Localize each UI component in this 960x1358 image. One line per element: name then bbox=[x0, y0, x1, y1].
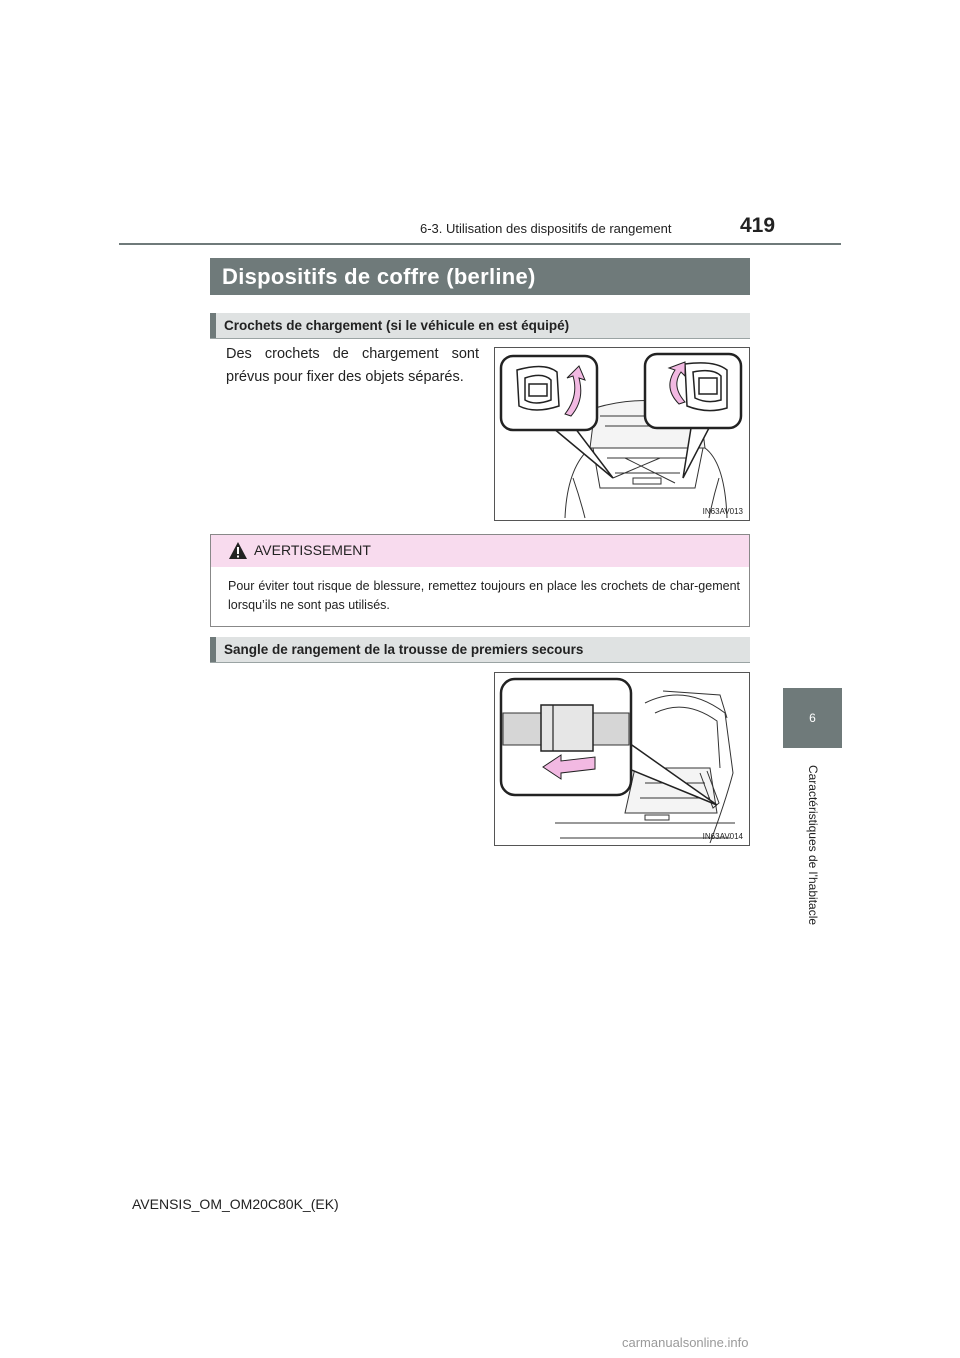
figure-load-hooks bbox=[494, 347, 750, 521]
section-title: Dispositifs de coffre (berline) bbox=[210, 258, 750, 295]
trunk-hooks-illustration bbox=[495, 348, 749, 520]
figure-code: IN63AV013 bbox=[702, 507, 743, 516]
footer-model-code: AVENSIS_OM_OM20C80K_(EK) bbox=[132, 1196, 339, 1212]
header-rule bbox=[119, 243, 841, 245]
figure-first-aid-strap bbox=[494, 672, 750, 846]
watermark: carmanualsonline.info bbox=[622, 1335, 749, 1350]
first-aid-strap-illustration bbox=[495, 673, 749, 845]
header-section-title: 6-3. Utilisation des dispositifs de rangement bbox=[420, 221, 672, 236]
chapter-side-label bbox=[798, 757, 828, 932]
warning-box bbox=[210, 534, 750, 627]
warning-triangle-icon bbox=[228, 541, 248, 560]
subsection-header-bar bbox=[210, 313, 216, 338]
figure-code: IN63AV014 bbox=[702, 832, 743, 841]
chapter-tab: 6 bbox=[783, 688, 842, 748]
warning-title: AVERTISSEMENT bbox=[254, 542, 371, 558]
subsection-title: Sangle de rangement de la trousse de premiers secours bbox=[224, 642, 584, 657]
page-number: 419 bbox=[740, 214, 776, 237]
subsection-header-load-hooks bbox=[210, 313, 750, 339]
warning-header bbox=[211, 535, 749, 567]
warning-text: Pour éviter tout risque de blessure, remettez toujours en place les crochets de char-gement lorsqu’ils ne sont pas utilisés. bbox=[228, 579, 740, 612]
body-paragraph: Des crochets de chargement sont prévus pour fixer des objets séparés. bbox=[226, 346, 479, 385]
subsection-title: Crochets de chargement (si le véhicule en est équipé) bbox=[224, 318, 570, 333]
subsection-header-first-aid-strap bbox=[210, 637, 750, 663]
subsection-header-bar bbox=[210, 637, 216, 662]
chapter-side-label-text: Caractéristiques de l’habitacle bbox=[806, 764, 820, 925]
